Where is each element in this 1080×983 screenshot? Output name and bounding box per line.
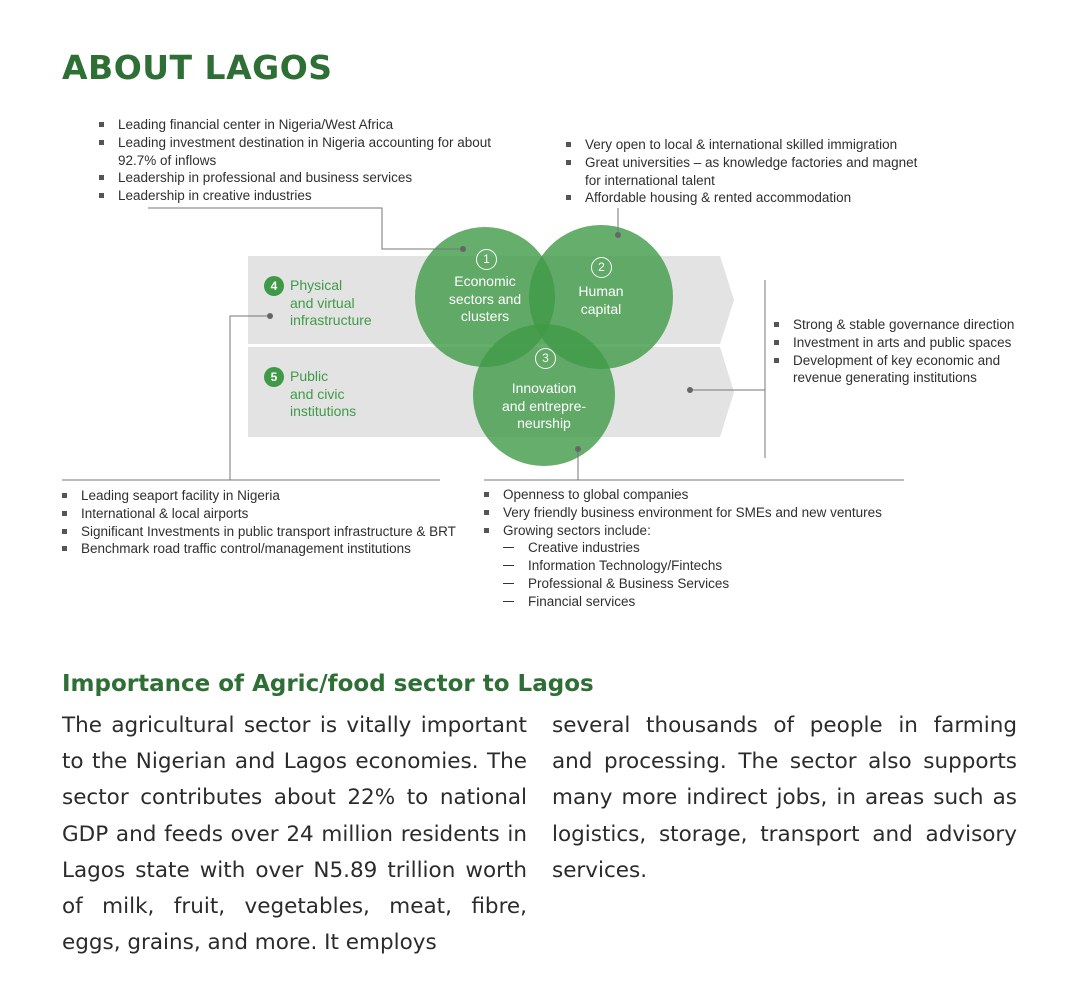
list-item: Benchmark road traffic control/management institutions (61, 540, 461, 558)
list-item: Affordable housing & rented accommodation (565, 189, 935, 207)
list-subitem: Information Technology/Fintechs (483, 557, 943, 575)
paragraph-right: several thousands of people in farming and processing. The sector also supports many more indirect jobs, in areas such as logistics, storage, transport and advisory services. (552, 713, 1017, 883)
circle-economic-label: Economic sectors and clusters (448, 273, 522, 324)
list-item: Leadership in creative industries (98, 187, 498, 205)
connector-dot (687, 387, 693, 393)
foundation-infrastructure-label: Physical and virtual infrastructure (290, 277, 372, 328)
list-item: Strong & stable governance direction (773, 316, 1033, 334)
list-item: Leading seaport facility in Nigeria (61, 487, 461, 505)
list-item: Significant Investments in public transport infrastructure & BRT (61, 523, 461, 541)
list-item: Growing sectors include: (483, 522, 943, 540)
innovation-list (483, 486, 943, 611)
list-item: Leadership in professional and business services (98, 169, 498, 187)
circle-number: 3 (535, 348, 556, 369)
circle-human-label: Human capital (578, 283, 624, 317)
connector-dot (460, 246, 466, 252)
connector-dot (267, 313, 273, 319)
list-subitem: Financial services (483, 593, 943, 611)
list-item: Very friendly business environment for SMEs and new ventures (483, 504, 943, 522)
list-item: Openness to global companies (483, 486, 943, 504)
connector-dot (615, 232, 621, 238)
governance-list (773, 316, 1033, 387)
paragraph-left: The agricultural sector is vitally important to the Nigerian and Lagos economies. The sector contributes about 22% to national GDP and feeds over 24 million residents in Lagos state with over N5.89 trillion worth of milk, fruit, vegetables, meat, fibre, eggs, grains, and more. It employs (62, 713, 527, 956)
page-title: ABOUT LAGOS (62, 48, 333, 87)
connector-dot (575, 446, 581, 452)
list-item: International & local airports (61, 505, 461, 523)
foundation-number: 4 (264, 276, 284, 296)
infrastructure-list (61, 487, 461, 558)
section-title: Importance of Agric/food sector to Lagos (62, 671, 594, 697)
list-item: Very open to local & international skilled immigration (565, 136, 935, 154)
list-item: Leading financial center in Nigeria/West Africa (98, 116, 498, 134)
circle-innovation-label: Innovation and entrepre- neurship (501, 380, 587, 431)
foundation-number: 5 (264, 367, 284, 387)
list-item: Development of key economic and revenue generating institutions (773, 352, 1033, 388)
list-subitem: Creative industries (483, 539, 943, 557)
list-subitem: Professional & Business Services (483, 575, 943, 593)
connector-economic (148, 208, 463, 249)
list-item: Great universities – as knowledge factories and magnet for international talent (565, 154, 935, 190)
circle-number: 2 (591, 257, 612, 278)
list-item: Leading investment destination in Nigeria accounting for about 92.7% of inflows (98, 134, 498, 170)
circle-number: 1 (476, 249, 497, 270)
list-item: Investment in arts and public spaces (773, 334, 1033, 352)
foundation-institutions-label: Public and civic institutions (290, 368, 357, 419)
